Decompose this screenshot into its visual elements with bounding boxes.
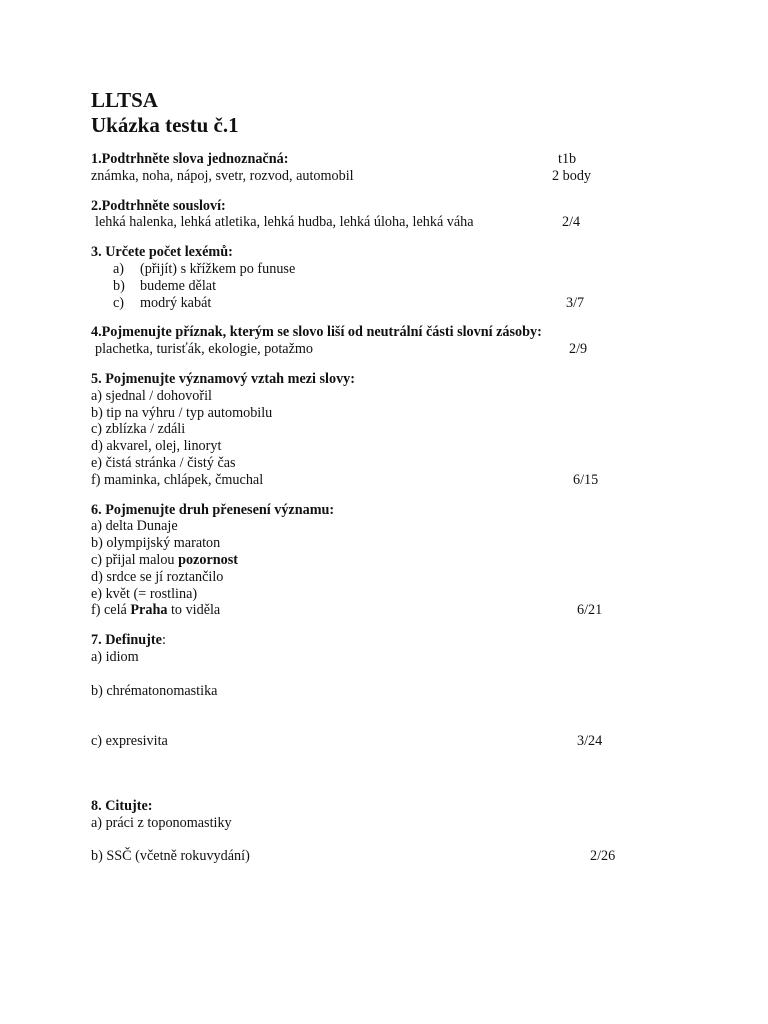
list-item: f) maminka, chlápek, čmuchal bbox=[91, 471, 264, 488]
question-6-score: 6/21 bbox=[577, 602, 603, 619]
list-item: c) přijal malou pozornost bbox=[91, 551, 238, 568]
question-4-heading: 4.Pojmenujte příznak, kterým se slovo liší od neutrální části slovní zásoby: bbox=[91, 324, 542, 341]
list-item: a) delta Dunaje bbox=[91, 518, 178, 535]
list-item: b) tip na výhru / typ automobilu bbox=[91, 404, 273, 421]
question-2 bbox=[91, 198, 651, 232]
list-item: b) chrématonomastika bbox=[91, 682, 218, 699]
question-5 bbox=[91, 371, 651, 489]
list-item: a) idiom bbox=[91, 648, 139, 665]
question-7-heading: 7. Definujte bbox=[91, 632, 162, 649]
question-4 bbox=[91, 324, 651, 358]
list-item: c) modrý kabát 3/7 bbox=[113, 294, 585, 311]
question-8-heading: 8. Citujte: bbox=[91, 797, 153, 814]
document-title: LLTSA bbox=[91, 88, 158, 112]
test-document bbox=[91, 88, 651, 865]
question-3-score: 3/7 bbox=[566, 294, 585, 311]
question-1-tag: t1b bbox=[558, 151, 577, 167]
question-2-text: lehká halenka, lehká atletika, lehká hudba, lehká úloha, lehká váha bbox=[95, 214, 474, 231]
list-item: b) SSČ (včetně rokuvydání) bbox=[91, 848, 250, 865]
list-item: b) budeme dělat bbox=[113, 277, 217, 294]
question-6 bbox=[91, 502, 651, 620]
question-1-heading: 1.Podtrhněte slova jednoznačná: bbox=[91, 151, 289, 167]
list-item: c) expresivita bbox=[91, 732, 168, 749]
question-2-score: 2/4 bbox=[562, 214, 581, 231]
question-5-heading: 5. Pojmenujte významový vztah mezi slovy: bbox=[91, 370, 355, 387]
question-6-heading: 6. Pojmenujte druh přenesení významu: bbox=[91, 501, 335, 518]
question-5-score: 6/15 bbox=[573, 471, 599, 488]
question-7: 7. Definujte: a) idiom b) chrématonomastika c) expresivita 3/24 bbox=[91, 632, 651, 750]
question-1-text: známka, noha, nápoj, svetr, rozvod, automobil bbox=[91, 167, 354, 184]
list-item: c) zblízka / zdáli bbox=[91, 421, 186, 438]
question-8-score: 2/26 bbox=[590, 848, 616, 865]
question-7-score: 3/24 bbox=[577, 732, 603, 749]
question-1-score: 2 body bbox=[552, 167, 592, 184]
question-8 bbox=[91, 798, 651, 865]
list-item: f) celá Praha to viděla 6/21 bbox=[91, 602, 603, 619]
list-item: d) akvarel, olej, linoryt bbox=[91, 438, 222, 455]
question-2-heading: 2.Podtrhněte sousloví: bbox=[91, 197, 226, 214]
list-item: e) čistá stránka / čistý čas bbox=[91, 454, 236, 471]
question-4-text: plachetka, turisťák, ekologie, potažmo bbox=[95, 341, 314, 358]
question-1 bbox=[91, 151, 651, 185]
list-item: d) srdce se jí roztančilo bbox=[91, 568, 224, 585]
list-item: a) práci z toponomastiky bbox=[91, 814, 232, 831]
question-4-score: 2/9 bbox=[569, 341, 588, 358]
document-subtitle: Ukázka testu č.1 bbox=[91, 113, 239, 137]
question-3-heading: 3. Určete počet lexémů: bbox=[91, 244, 233, 261]
list-item: e) květ (= rostlina) bbox=[91, 585, 198, 602]
question-3 bbox=[91, 244, 651, 311]
list-item: a) (přijít) s křížkem po funuse bbox=[113, 260, 296, 277]
list-item: a) sjednal / dohovořil bbox=[91, 387, 212, 404]
list-item: b) olympijský maraton bbox=[91, 535, 221, 552]
